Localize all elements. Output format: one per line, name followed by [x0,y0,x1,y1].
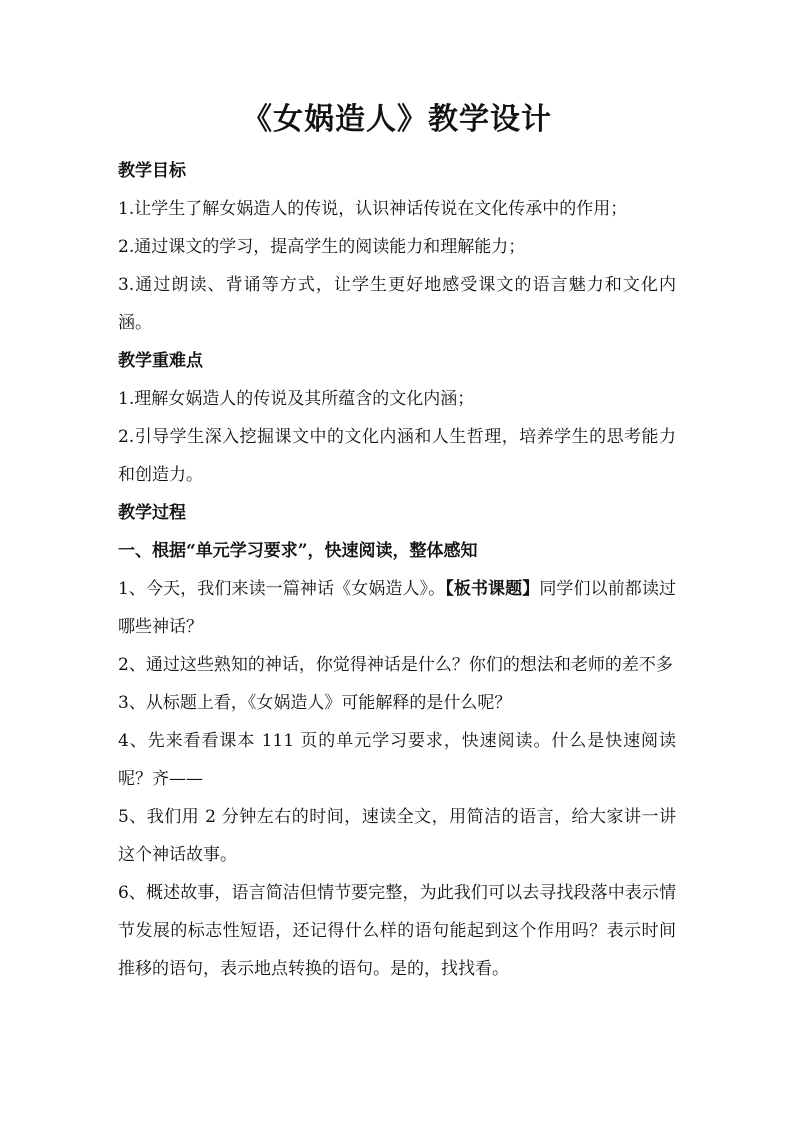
process-step: 4、先来看看课本 111 页的单元学习要求，快速阅读。什么是快速阅读呢？齐—— [118,731,676,789]
objective-item: 2.通过课文的学习，提高学生的阅读能力和理解能力； [118,237,526,257]
process-heading: 教学过程 [118,503,186,523]
step-text: 1、今天，我们来读一篇神话《女娲造人》。 [118,579,446,599]
objectives-section [118,152,676,342]
process-section [118,494,676,988]
document-title: 《女娲造人》教学设计 [242,102,552,137]
key-points-heading: 教学重难点 [118,351,203,371]
key-point-item: 2.引导学生深入挖掘课文中的文化内涵和人生哲理，培养学生的思考能力和创造力。 [118,427,676,485]
process-step: 2、通过这些熟知的神话，你觉得神话是什么？你们的想法和老师的差不多 [118,655,673,675]
process-step [118,570,676,646]
process-subheading: 一、根据“单元学习要求”，快速阅读，整体感知 [118,541,478,561]
objective-item: 3.通过朗读、背诵等方式，让学生更好地感受课文的语言魅力和文化内涵。 [118,275,676,333]
process-step: 3、从标题上看，《女娲造人》可能解释的是什么呢？ [118,693,512,713]
process-step: 6、概述故事，语言简洁但情节要完整，为此我们可以去寻找段落中表示情节发展的标志性短语，还记得什么样的语句能起到这个作用吗？表示时间推移的语句，表示地点转换的语句。是的，找找看。 [118,883,676,979]
process-step: 5、我们用 2 分钟左右的时间，速读全文，用简洁的语言，给大家讲一讲这个神话故事。 [118,807,676,865]
blackboard-note: 【板书课题】 [445,579,540,599]
key-point-item: 1.理解女娲造人的传说及其所蕴含的文化内涵； [118,389,475,409]
step-text: 同学们以前都读过哪些神话？ [118,579,677,637]
objective-item: 1.让学生了解女娲造人的传说，认识神话传说在文化传承中的作用； [118,199,628,219]
key-points-section [118,342,676,494]
objectives-heading: 教学目标 [118,161,186,181]
